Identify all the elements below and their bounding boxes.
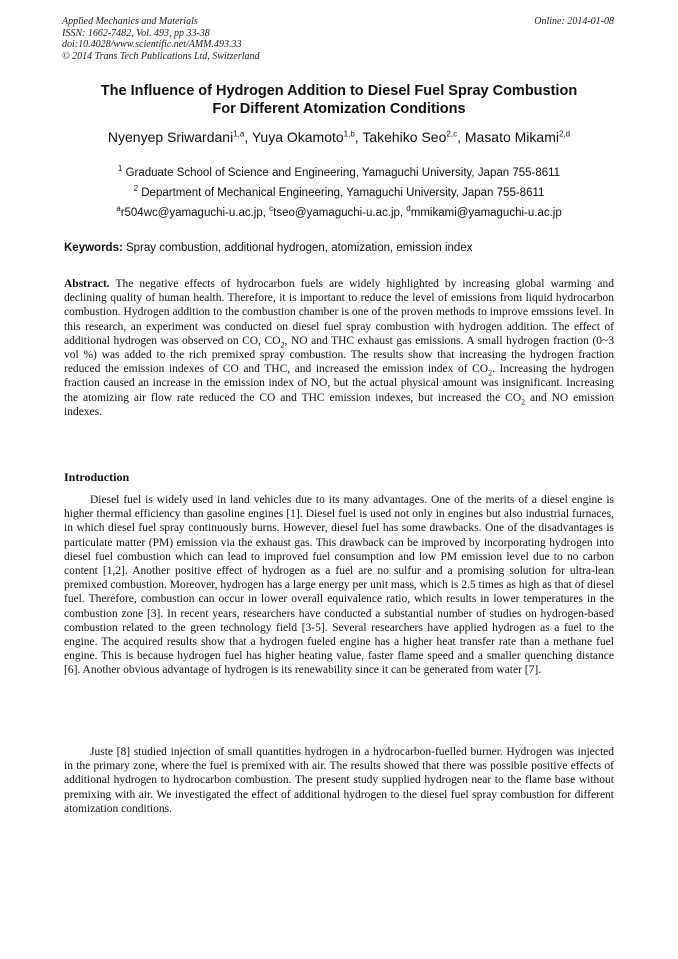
email-address: mmikami@yamaguchi-u.ac.jp [410,207,562,219]
author-separator: , [457,129,465,145]
keywords [64,241,616,255]
journal-copyright: © 2014 Trans Tech Publications Ltd, Switzerland [62,50,260,62]
author-separator: , [354,129,363,145]
abstract-text: . Increasing the hydrogen fraction caused an increase in the emission index of NO, but the actual physical amount was insignificant. Increasing the atomizing air flow rate reduced the CO and THC emission indexes, but increased the CO [64,363,614,404]
keywords-text: Spray combustion, additional hydrogen, atomization, emission index [122,242,473,254]
abstract-text: and NO emission indexes. [64,391,615,418]
paper-title [40,82,638,118]
affiliation-1 [20,166,658,180]
introduction-paragraph-2: Juste [8] studied injection of small quantities hydrogen in a hydrocarbon-fuelled burner. Hydrogen was injected in the primary zone, where the fuel is premixed with air. The results showed that there was possible positive effects of additional hydrogen to hydrocarbon combustion. The present study supplied hydrogen near to the flame base without premixing with air. We investigated the effect of additional hydrogen to the diesel fuel spray combustion for different atomization conditions. [64,746,614,815]
author-list [20,128,658,146]
author [362,129,465,145]
email-mark: a [116,204,121,214]
subscript: 2 [280,340,285,350]
email-mark: c [269,204,274,214]
author-emails [20,206,658,220]
journal-header [62,16,260,62]
title-line-1: The Influence of Hydrogen Addition to Diesel Fuel Spray Combustion [100,83,578,99]
online-date: Online: 2014-01-08 [534,16,614,27]
author [108,129,252,145]
subscript: 2 [488,368,493,378]
author [465,129,570,145]
author-name: Yuya Okamoto [251,129,344,145]
author-affiliation-mark: 2,d [558,129,571,139]
abstract-text: The negative effects of hydrocarbon fuels are widely highlighted by increasing global warming and declining quality of human health. Therefore, it is important to reduce the level of emissions from liquid hydrocarbon combustion. Hydrogen addition to the combustion chamber is one of the proven methods to improve emssions level. In this research, an experiment was conducted on diesel fuel spray combustion with hydrogen addition. The effect of additional hydrogen was observed on CO, CO [64,278,614,347]
introduction-paragraph-1: Diesel fuel is widely used in land vehicles due to its many advantages. One of the merits of a diesel engine is higher thermal efficiency than gasoline engines [1]. Diesel fuel is used not only in engines but also industrial furnaces, in which diesel fuel spray continuously burns. However, diesel fuel has some drawbacks. One of the disadvantages is particulate matter (PM) emission via the exhaust gas. This drawback can be improved by incorporating hydrogen into diesel fuel combustion which can lead to improved fuel consumption and low PM emission level due to no carbon content [1,2]. Another positive effect of hydrogen as a fuel are no sulfur and a promising solution for ultra-lean premixed combustion. Moreover, hydrogen has a large energy per unit mass, which is 2.5 times as high as that of diesel fuel. Therefore, combustion can occur in lower overall equivalence ratio, which results in lower temperatures in the combustion zone [3]. In recent years, researchers have conducted a substantial number of studies on hydrogen-based combustion related to the green technology field [3-5]. Several researchers have applied hydrogen as a fuel to the engine. The acquired results show that a hydrogen fueled engine has a higher heat transfer rate than a methane fuel engine. This is because hydrogen fuel has higher heating value, faster flame speed and a smaller quenching distance [6]. Another obvious advantage of hydrogen is its renewability since it can be generated from water [7]. [64,494,614,677]
email-address: r504wc@yamaguchi-u.ac.jp, [120,207,270,219]
author-name: Masato Mikami [464,129,559,145]
keywords-label: Keywords: [64,242,123,254]
abstract [64,277,614,419]
author-affiliation-mark: 1,b [343,129,355,139]
affiliation-text: Department of Mechanical Engineering, Yamaguchi University, Japan 755-8611 [138,187,545,199]
section-heading-introduction: Introduction [64,470,130,484]
affiliation-mark: 1 [117,164,123,174]
abstract-label: Abstract. [64,278,110,290]
journal-name: Applied Mechanics and Materials [62,16,198,27]
affiliation-text: Graduate School of Science and Engineering, Yamaguchi University, Japan 755-8611 [122,167,561,179]
journal-doi: doi:10.4028/www.scientific.net/AMM.493.33 [62,39,242,50]
abstract-text: , NO and THC exhaust gas emissions. A small hydrogen fraction (0~3 vol %) was added to the rich premixed spray combustion. The results show that increasing the hydrogen fraction reduced the emission indexes of CO and THC, and increased the emission index of CO [64,334,614,376]
affiliation-mark: 2 [133,184,139,194]
affiliation-2 [20,186,658,200]
author-affiliation-mark: 2,c [446,129,458,139]
author-name: Nyenyep Sriwardani [107,129,234,145]
journal-issn: ISSN: 1662-7482, Vol. 493, pp 33-38 [62,27,210,39]
author [252,129,362,145]
author-separator: , [244,129,252,145]
subscript: 2 [521,396,526,406]
author-affiliation-mark: 1,a [233,129,245,139]
email-mark: d [406,204,411,214]
email-address: tseo@yamaguchi-u.ac.jp, [273,207,407,219]
title-line-2: For Different Atomization Conditions [212,101,466,117]
author-name: Takehiko Seo [362,129,447,145]
